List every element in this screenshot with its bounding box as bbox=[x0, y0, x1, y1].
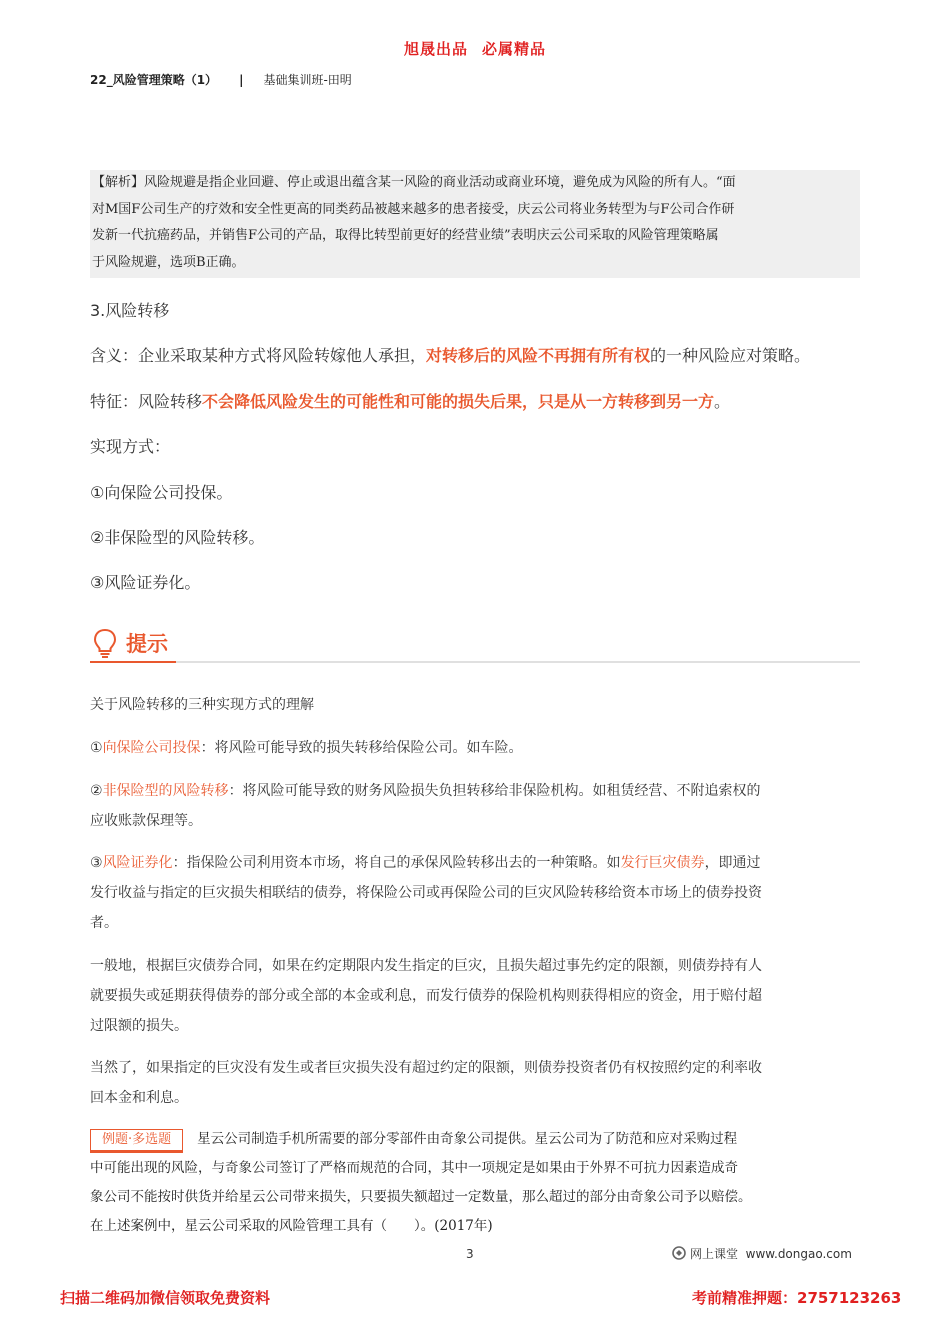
paragraph-line: 一般地，根据巨灾债券合同，如果在约定期限内发生指定的巨灾，且损失超过事先约定的限额，则债券持有人 bbox=[90, 958, 762, 974]
example-question bbox=[90, 1125, 862, 1241]
tip-item-term: 发行巨灾债券 bbox=[620, 855, 705, 871]
paragraph-line: 当然了，如果指定的巨灾没有发生或者巨灾损失没有超过约定的限额，则债券投资者仍有权按照约定的利率收 bbox=[90, 1060, 762, 1076]
brand-part1: 旭晟出品 bbox=[403, 40, 468, 58]
tip-item-text: 发行收益与指定的巨灾损失相联结的债券，将保险公司或再保险公司的巨灾风险转移给资本市场上的债券投资 bbox=[90, 885, 762, 901]
tip-item-number: ③ bbox=[90, 855, 103, 871]
paragraph-line: 回本金和利息。 bbox=[90, 1090, 188, 1106]
tip-item-text: ：将风险可能导致的财务风险损失负担转移给非保险机构。如租赁经营、不附追索权的 bbox=[228, 783, 761, 799]
header-divider: | bbox=[239, 73, 244, 87]
analysis-label: 【解析】 bbox=[92, 175, 145, 190]
qr-promo-text: 扫描二维码加微信领取免费资料 bbox=[60, 1289, 271, 1307]
meaning-paragraph bbox=[90, 343, 810, 366]
meaning-prefix: 含义：企业采取某种方式将风险转嫁他人承担， bbox=[90, 346, 427, 365]
course-name: 基础集训班-田明 bbox=[263, 73, 352, 87]
tip-item-text: 应收账款保理等。 bbox=[90, 813, 202, 829]
question-line: 星云公司制造手机所需要的部分零部件由奇象公司提供。星云公司为了防范和应对采购过程 bbox=[197, 1131, 738, 1147]
tip-title: 提示 bbox=[126, 632, 168, 656]
tip-item-text: 者。 bbox=[90, 915, 118, 931]
method-item: ②非保险型的风险转移。 bbox=[90, 528, 265, 547]
page-header bbox=[90, 71, 352, 88]
tip-item-text: ，即通过 bbox=[704, 855, 761, 871]
footer-brand bbox=[672, 1245, 852, 1262]
brand-part2: 必属精品 bbox=[482, 40, 547, 58]
tip-item-term: 向保险公司投保 bbox=[102, 740, 201, 756]
method-item: ①向保险公司投保。 bbox=[90, 483, 233, 502]
tip-item-2 bbox=[90, 776, 860, 836]
tip-item-term: 风险证券化 bbox=[102, 855, 173, 871]
analysis-line: 风险规避是指企业回避、停止或退出蕴含某一风险的商业活动或商业环境，避免成为风险的所有人。“面 bbox=[144, 175, 736, 190]
tip-item-1 bbox=[90, 733, 860, 763]
page-number: 3 bbox=[466, 1247, 474, 1261]
question-line: 中可能出现的风险，与奇象公司签订了严格而规范的合同，其中一项规定是如果由于外界不可抗力因素造成奇 bbox=[90, 1160, 738, 1176]
methods-label: 实现方式： bbox=[90, 437, 171, 456]
lightbulb-icon bbox=[92, 627, 118, 661]
site-url[interactable]: www.dongao.com bbox=[745, 1247, 852, 1261]
feature-prefix: 特征：风险转移 bbox=[90, 392, 203, 411]
feature-paragraph bbox=[90, 389, 730, 412]
feature-highlight: 不会降低风险发生的可能性和可能的损失后果，只是从一方转移到另一方 bbox=[202, 392, 715, 411]
analysis-line: 于风险规避，选项B正确。 bbox=[92, 254, 245, 270]
analysis-line: 发新一代抗癌药品，并销售F公司的产品，取得比转型前更好的经营业绩”表明庆云公司采取的风险管理策略属 bbox=[92, 228, 719, 243]
meaning-suffix: 的一种风险应对策略。 bbox=[650, 346, 811, 365]
tip-item-term: 非保险型的风险转移 bbox=[102, 783, 229, 799]
tip-item-number: ① bbox=[90, 740, 103, 756]
analysis-line: 对M国F公司生产的疗效和安全性更高的同类药品被越来越多的患者接受，庆云公司将业务转型为与F公司合作研 bbox=[92, 201, 735, 217]
lesson-title: 22_风险管理策略（1） bbox=[90, 73, 218, 87]
tip-item-text: ：将风险可能导致的损失转移给保险公司。如车险。 bbox=[200, 740, 523, 756]
tip-paragraph-2 bbox=[90, 1053, 860, 1113]
analysis-box bbox=[90, 170, 860, 278]
tip-item-3 bbox=[90, 848, 860, 938]
tip-paragraph-1 bbox=[90, 951, 860, 1041]
site-name: 网上课堂 bbox=[690, 1247, 739, 1261]
method-item: ③风险证券化。 bbox=[90, 573, 201, 592]
tip-divider bbox=[90, 661, 860, 663]
tip-item-text: ：指保险公司利用资本市场，将自己的承保风险转移出去的一种策略。如 bbox=[172, 855, 621, 871]
paragraph-line: 就要损失或延期获得债券的部分或全部的本金或利息，而发行债券的保险机构则获得相应的资金，用于赔付超 bbox=[90, 988, 762, 1004]
tip-intro: 关于风险转移的三种实现方式的理解 bbox=[90, 697, 314, 713]
section-heading: 3.风险转移 bbox=[90, 301, 170, 320]
tip-item-number: ② bbox=[90, 783, 103, 799]
contact-promo-text: 考前精准押题：2757123263 bbox=[692, 1289, 902, 1307]
question-line: 在上述案例中，星云公司采取的风险管理工具有（ ）。(2017年) bbox=[90, 1218, 493, 1234]
feature-suffix: 。 bbox=[714, 392, 731, 411]
question-line: 象公司不能按时供货并给星云公司带来损失，只要损失额超过一定数量，那么超过的部分由奇象公司予以赔偿。 bbox=[90, 1189, 752, 1205]
tip-divider-accent bbox=[90, 661, 176, 663]
paragraph-line: 过限额的损失。 bbox=[90, 1018, 188, 1034]
brand-slogan bbox=[0, 38, 950, 59]
dongao-logo-icon bbox=[672, 1246, 686, 1260]
meaning-highlight: 对转移后的风险不再拥有所有权 bbox=[426, 346, 651, 365]
question-type-tag: 例题·多选题 bbox=[90, 1129, 183, 1151]
